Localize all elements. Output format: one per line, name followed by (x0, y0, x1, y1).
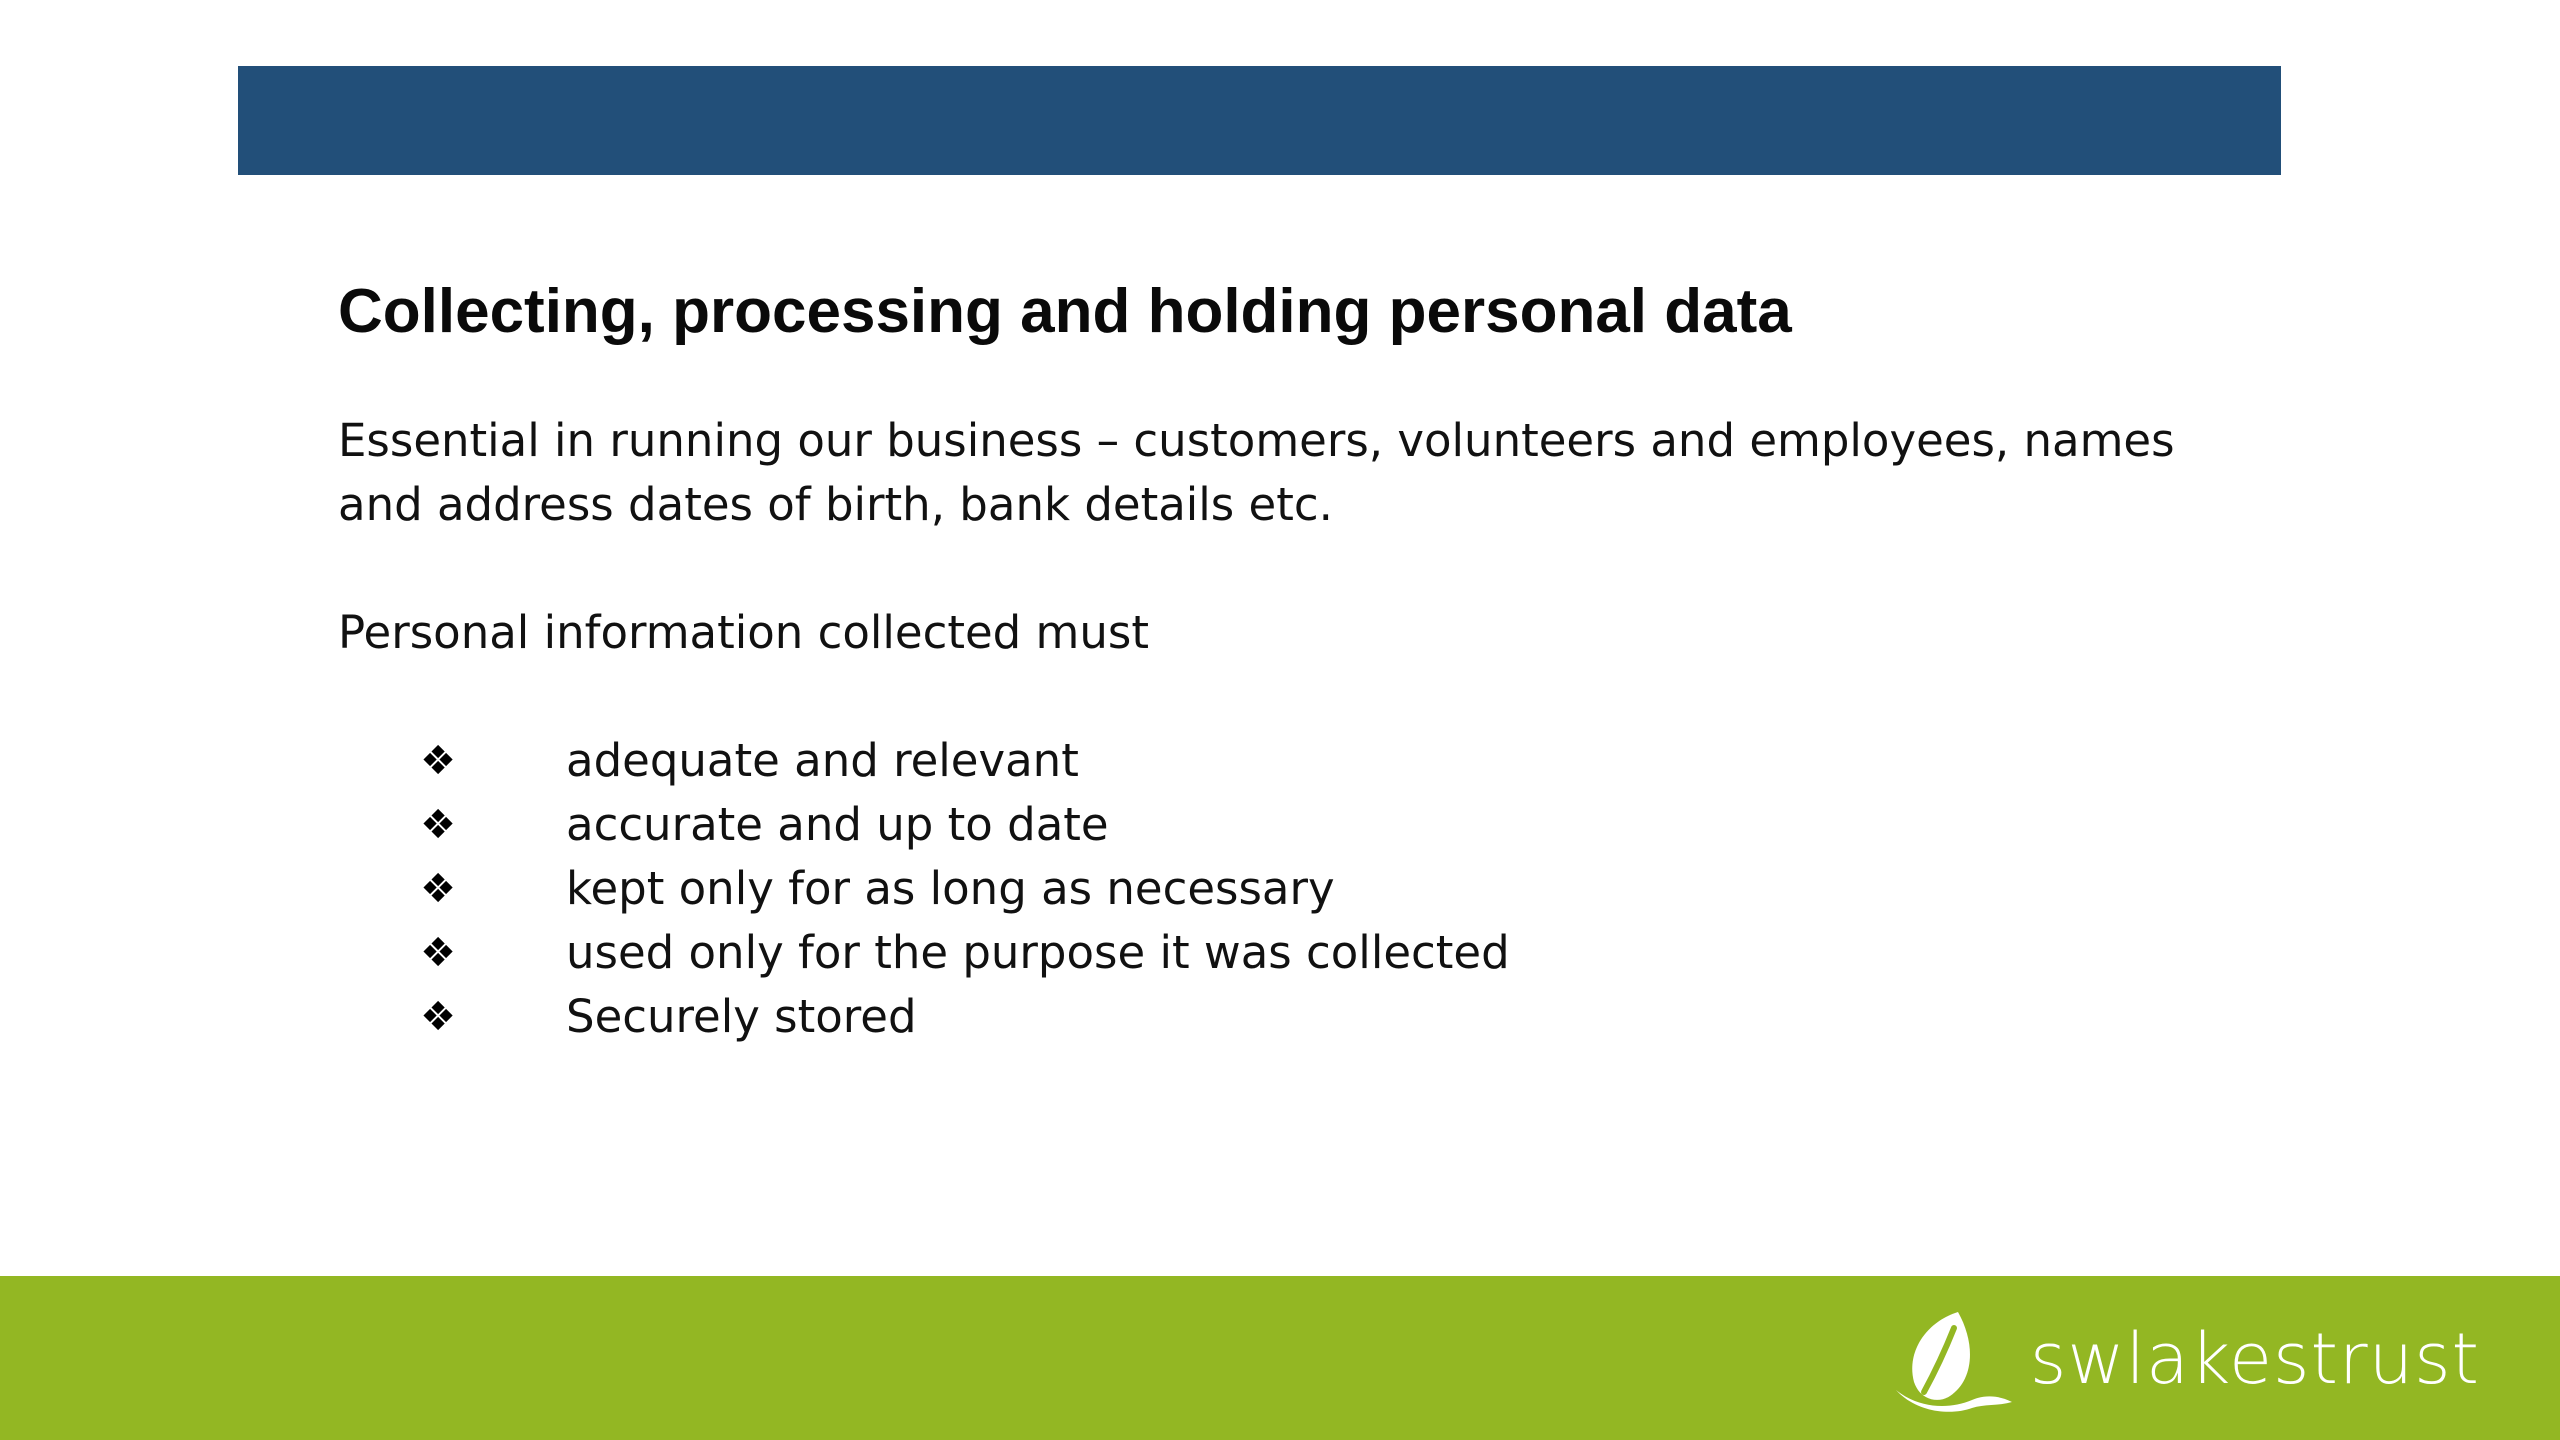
diamond-bullet-icon: ❖ (420, 738, 456, 784)
diamond-bullet-icon: ❖ (420, 866, 456, 912)
bullet-item (410, 729, 1510, 793)
bullet-item (410, 985, 1510, 1049)
bullet-item (410, 921, 1510, 985)
leaf-logo-icon (1888, 1304, 2018, 1414)
logo-text: swlakestrust (2029, 1318, 2480, 1400)
bullet-text: Securely stored (566, 990, 917, 1043)
swlakestrust-logo (1888, 1304, 2480, 1414)
intro-paragraph: Essential in running our business – customers, volunteers and employees, names and address dates of birth, bank details etc. (338, 414, 2175, 531)
bullet-text: adequate and relevant (566, 734, 1079, 787)
bullet-item (410, 793, 1510, 857)
bullet-text: used only for the purpose it was collected (566, 926, 1510, 979)
diamond-bullet-icon: ❖ (420, 994, 456, 1040)
footer-band (0, 1276, 2560, 1440)
diamond-bullet-icon: ❖ (420, 802, 456, 848)
diamond-bullet-icon: ❖ (420, 930, 456, 976)
bullet-text: accurate and up to date (566, 798, 1109, 851)
lead-text: Personal information collected must (338, 606, 1149, 659)
slide-title: Collecting, processing and holding personal data (338, 277, 1792, 346)
bullet-item (410, 857, 1510, 921)
header-band (238, 66, 2281, 175)
bullet-list (410, 729, 1510, 1049)
bullet-text: kept only for as long as necessary (566, 862, 1335, 915)
